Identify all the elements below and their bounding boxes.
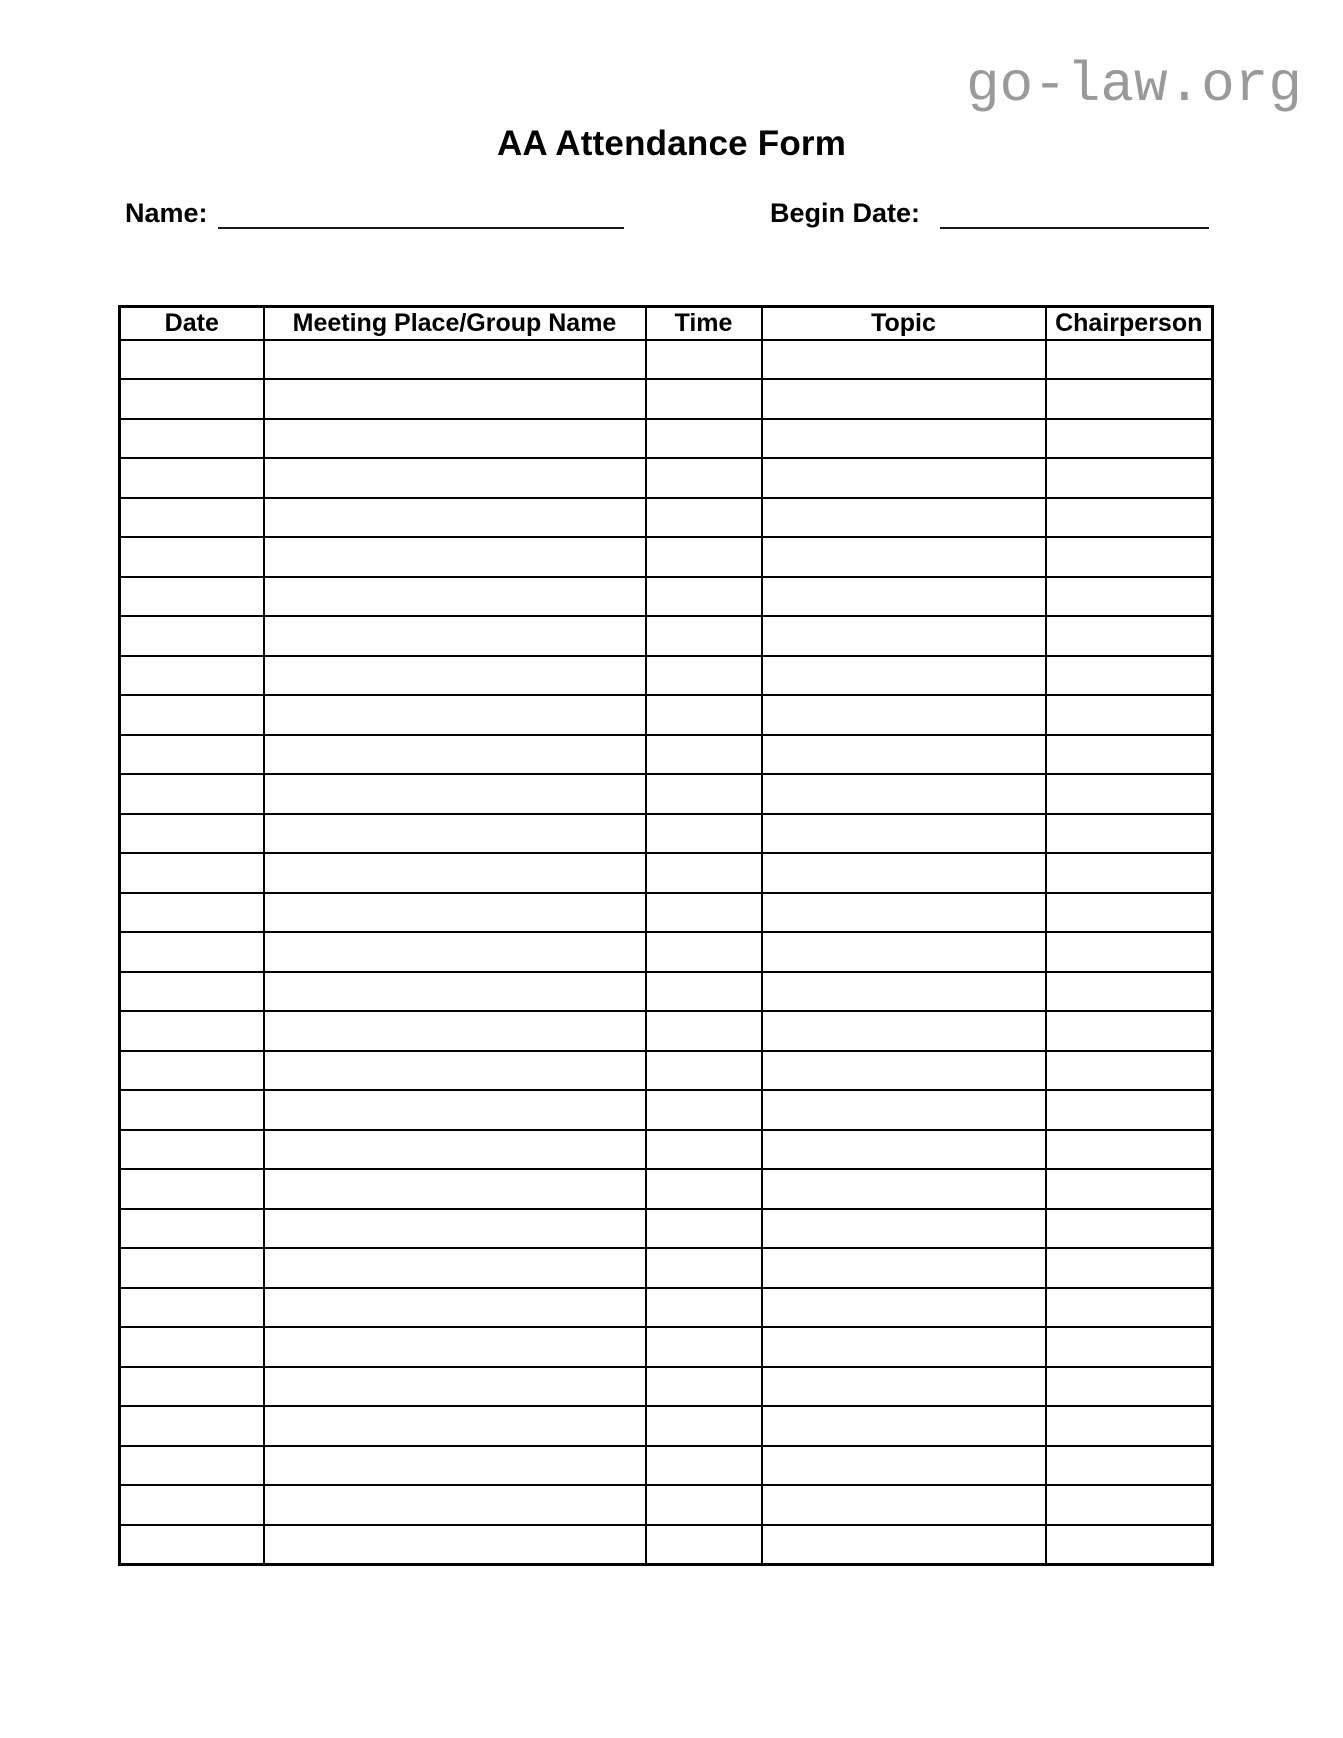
table-cell bbox=[762, 379, 1046, 419]
table-cell bbox=[762, 340, 1046, 380]
table-cell bbox=[264, 932, 646, 972]
table-cell bbox=[1046, 1130, 1213, 1170]
table-cell bbox=[264, 1485, 646, 1525]
table-cell bbox=[120, 1209, 264, 1249]
table-cell bbox=[762, 498, 1046, 538]
table-cell bbox=[120, 1090, 264, 1130]
table-row bbox=[120, 656, 1213, 696]
table-cell bbox=[762, 1248, 1046, 1288]
table-cell bbox=[120, 1406, 264, 1446]
table-cell bbox=[264, 419, 646, 459]
table-header-row bbox=[120, 307, 1213, 340]
table-cell bbox=[264, 537, 646, 577]
table-cell bbox=[120, 932, 264, 972]
table-cell bbox=[762, 577, 1046, 617]
table-cell bbox=[120, 1525, 264, 1565]
table-row bbox=[120, 340, 1213, 380]
table-cell bbox=[120, 1288, 264, 1328]
table-cell bbox=[762, 932, 1046, 972]
table-cell bbox=[646, 577, 762, 617]
table-row bbox=[120, 814, 1213, 854]
table-cell bbox=[120, 853, 264, 893]
table-cell bbox=[1046, 1288, 1213, 1328]
table-cell bbox=[1046, 577, 1213, 617]
table-cell bbox=[646, 1169, 762, 1209]
table-cell bbox=[1046, 853, 1213, 893]
table-cell bbox=[120, 1367, 264, 1407]
table-cell bbox=[762, 1130, 1046, 1170]
column-header-date: Date bbox=[120, 307, 264, 340]
table-row bbox=[120, 972, 1213, 1012]
table-row bbox=[120, 1130, 1213, 1170]
table-cell bbox=[264, 695, 646, 735]
table-cell bbox=[264, 1130, 646, 1170]
table-cell bbox=[646, 379, 762, 419]
table-cell bbox=[1046, 1446, 1213, 1486]
table-cell bbox=[1046, 656, 1213, 696]
table-cell bbox=[264, 1288, 646, 1328]
begin-date-blank-line bbox=[940, 227, 1209, 229]
column-header-time: Time bbox=[646, 307, 762, 340]
table-cell bbox=[1046, 1367, 1213, 1407]
table-cell bbox=[264, 1327, 646, 1367]
table-cell bbox=[264, 1051, 646, 1091]
table-cell bbox=[1046, 972, 1213, 1012]
table-cell bbox=[1046, 1051, 1213, 1091]
table-cell bbox=[1046, 616, 1213, 656]
table-cell bbox=[264, 656, 646, 696]
table-row bbox=[120, 932, 1213, 972]
table-cell bbox=[646, 340, 762, 380]
name-label: Name: bbox=[125, 198, 208, 228]
table-cell bbox=[120, 537, 264, 577]
table-cell bbox=[120, 419, 264, 459]
table-cell bbox=[120, 695, 264, 735]
table-cell bbox=[646, 616, 762, 656]
table-cell bbox=[762, 1288, 1046, 1328]
table-cell bbox=[646, 1209, 762, 1249]
table-cell bbox=[1046, 1169, 1213, 1209]
table-cell bbox=[264, 1090, 646, 1130]
table-cell bbox=[762, 1485, 1046, 1525]
table-row bbox=[120, 695, 1213, 735]
table-cell bbox=[646, 774, 762, 814]
table-cell bbox=[762, 893, 1046, 933]
table-cell bbox=[762, 1525, 1046, 1565]
table-cell bbox=[264, 379, 646, 419]
table-row bbox=[120, 419, 1213, 459]
table-cell bbox=[120, 498, 264, 538]
table-cell bbox=[1046, 695, 1213, 735]
table-cell bbox=[762, 1327, 1046, 1367]
table-cell bbox=[264, 1011, 646, 1051]
table-cell bbox=[646, 972, 762, 1012]
table-cell bbox=[646, 419, 762, 459]
table-cell bbox=[646, 1485, 762, 1525]
table-cell bbox=[264, 458, 646, 498]
table-body bbox=[120, 340, 1213, 1565]
table-row bbox=[120, 577, 1213, 617]
table-row bbox=[120, 1011, 1213, 1051]
table-cell bbox=[264, 853, 646, 893]
table-cell bbox=[646, 498, 762, 538]
table-cell bbox=[646, 932, 762, 972]
table-cell bbox=[120, 1011, 264, 1051]
table-row bbox=[120, 1090, 1213, 1130]
table-cell bbox=[646, 1367, 762, 1407]
table-cell bbox=[1046, 735, 1213, 775]
table-cell bbox=[120, 735, 264, 775]
table-cell bbox=[1046, 458, 1213, 498]
table-cell bbox=[120, 656, 264, 696]
table-row bbox=[120, 1367, 1213, 1407]
table-row bbox=[120, 774, 1213, 814]
table-cell bbox=[120, 616, 264, 656]
table-cell bbox=[1046, 1209, 1213, 1249]
table-cell bbox=[646, 1248, 762, 1288]
table-cell bbox=[264, 1525, 646, 1565]
table-cell bbox=[120, 1169, 264, 1209]
table-cell bbox=[646, 1327, 762, 1367]
table-cell bbox=[762, 1011, 1046, 1051]
table-cell bbox=[1046, 340, 1213, 380]
table-cell bbox=[646, 814, 762, 854]
table-cell bbox=[1046, 1011, 1213, 1051]
table-cell bbox=[646, 853, 762, 893]
table-cell bbox=[264, 814, 646, 854]
table-cell bbox=[120, 774, 264, 814]
table-cell bbox=[762, 616, 1046, 656]
table-row bbox=[120, 1525, 1213, 1565]
table-cell bbox=[1046, 1090, 1213, 1130]
table-cell bbox=[762, 1169, 1046, 1209]
table-cell bbox=[1046, 1248, 1213, 1288]
table-cell bbox=[264, 774, 646, 814]
table-row bbox=[120, 853, 1213, 893]
table-cell bbox=[264, 1209, 646, 1249]
table-cell bbox=[646, 1051, 762, 1091]
table-cell bbox=[646, 458, 762, 498]
table-cell bbox=[762, 774, 1046, 814]
table-cell bbox=[264, 1406, 646, 1446]
table-cell bbox=[120, 972, 264, 1012]
table-cell bbox=[1046, 1525, 1213, 1565]
table-cell bbox=[1046, 932, 1213, 972]
table-row bbox=[120, 1051, 1213, 1091]
table-cell bbox=[1046, 814, 1213, 854]
table-cell bbox=[120, 893, 264, 933]
attendance-table bbox=[118, 305, 1214, 1566]
table-cell bbox=[120, 1051, 264, 1091]
table-cell bbox=[762, 972, 1046, 1012]
table-row bbox=[120, 1209, 1213, 1249]
table-cell bbox=[762, 695, 1046, 735]
table-cell bbox=[762, 1090, 1046, 1130]
table-cell bbox=[646, 1130, 762, 1170]
table-row bbox=[120, 1248, 1213, 1288]
table-cell bbox=[120, 1327, 264, 1367]
table-cell bbox=[762, 1406, 1046, 1446]
table-cell bbox=[264, 498, 646, 538]
table-cell bbox=[120, 379, 264, 419]
column-header-topic: Topic bbox=[762, 307, 1046, 340]
table-cell bbox=[1046, 379, 1213, 419]
table-cell bbox=[264, 1446, 646, 1486]
table-cell bbox=[264, 972, 646, 1012]
table-cell bbox=[646, 1090, 762, 1130]
table-row bbox=[120, 458, 1213, 498]
table-cell bbox=[120, 340, 264, 380]
table-cell bbox=[120, 814, 264, 854]
table-cell bbox=[264, 893, 646, 933]
table-cell bbox=[1046, 893, 1213, 933]
table-cell bbox=[1046, 419, 1213, 459]
table-row bbox=[120, 1485, 1213, 1525]
table-cell bbox=[762, 1367, 1046, 1407]
table-cell bbox=[762, 458, 1046, 498]
table-cell bbox=[264, 577, 646, 617]
table-row bbox=[120, 1288, 1213, 1328]
table-row bbox=[120, 735, 1213, 775]
table-cell bbox=[646, 695, 762, 735]
table-cell bbox=[646, 1446, 762, 1486]
table-cell bbox=[120, 577, 264, 617]
table-cell bbox=[264, 1169, 646, 1209]
table-cell bbox=[1046, 774, 1213, 814]
table-row bbox=[120, 893, 1213, 933]
table-cell bbox=[646, 735, 762, 775]
table-cell bbox=[1046, 498, 1213, 538]
column-header-meeting-place-group-name: Meeting Place/Group Name bbox=[264, 307, 646, 340]
site-logo: go-law.org bbox=[965, 53, 1302, 117]
table-cell bbox=[1046, 1327, 1213, 1367]
table-cell bbox=[1046, 1485, 1213, 1525]
table-row bbox=[120, 537, 1213, 577]
table-row bbox=[120, 1406, 1213, 1446]
table-cell bbox=[762, 656, 1046, 696]
form-title: AA Attendance Form bbox=[496, 124, 847, 163]
table-cell bbox=[264, 340, 646, 380]
table-cell bbox=[1046, 1406, 1213, 1446]
table-cell bbox=[1046, 537, 1213, 577]
table-cell bbox=[120, 458, 264, 498]
table-cell bbox=[646, 1525, 762, 1565]
table-row bbox=[120, 379, 1213, 419]
table-cell bbox=[762, 1051, 1046, 1091]
table-cell bbox=[120, 1130, 264, 1170]
name-blank-line bbox=[218, 227, 624, 229]
table-cell bbox=[762, 814, 1046, 854]
table-row bbox=[120, 616, 1213, 656]
table-cell bbox=[762, 537, 1046, 577]
table-cell bbox=[762, 419, 1046, 459]
table-cell bbox=[646, 537, 762, 577]
column-header-chairperson: Chairperson bbox=[1046, 307, 1213, 340]
table-cell bbox=[264, 616, 646, 656]
table-row bbox=[120, 1446, 1213, 1486]
table-cell bbox=[762, 1209, 1046, 1249]
table-cell bbox=[646, 1011, 762, 1051]
table-cell bbox=[646, 656, 762, 696]
table-cell bbox=[264, 1248, 646, 1288]
table-cell bbox=[120, 1446, 264, 1486]
table-cell bbox=[762, 853, 1046, 893]
table-cell bbox=[264, 735, 646, 775]
table-cell bbox=[120, 1485, 264, 1525]
table-cell bbox=[120, 1248, 264, 1288]
table-cell bbox=[646, 1288, 762, 1328]
table-row bbox=[120, 498, 1213, 538]
table-cell bbox=[646, 1406, 762, 1446]
table-cell bbox=[646, 893, 762, 933]
table-row bbox=[120, 1327, 1213, 1367]
table-cell bbox=[762, 1446, 1046, 1486]
begin-date-label: Begin Date: bbox=[770, 198, 921, 228]
table-cell bbox=[264, 1367, 646, 1407]
table-row bbox=[120, 1169, 1213, 1209]
table-cell bbox=[762, 735, 1046, 775]
